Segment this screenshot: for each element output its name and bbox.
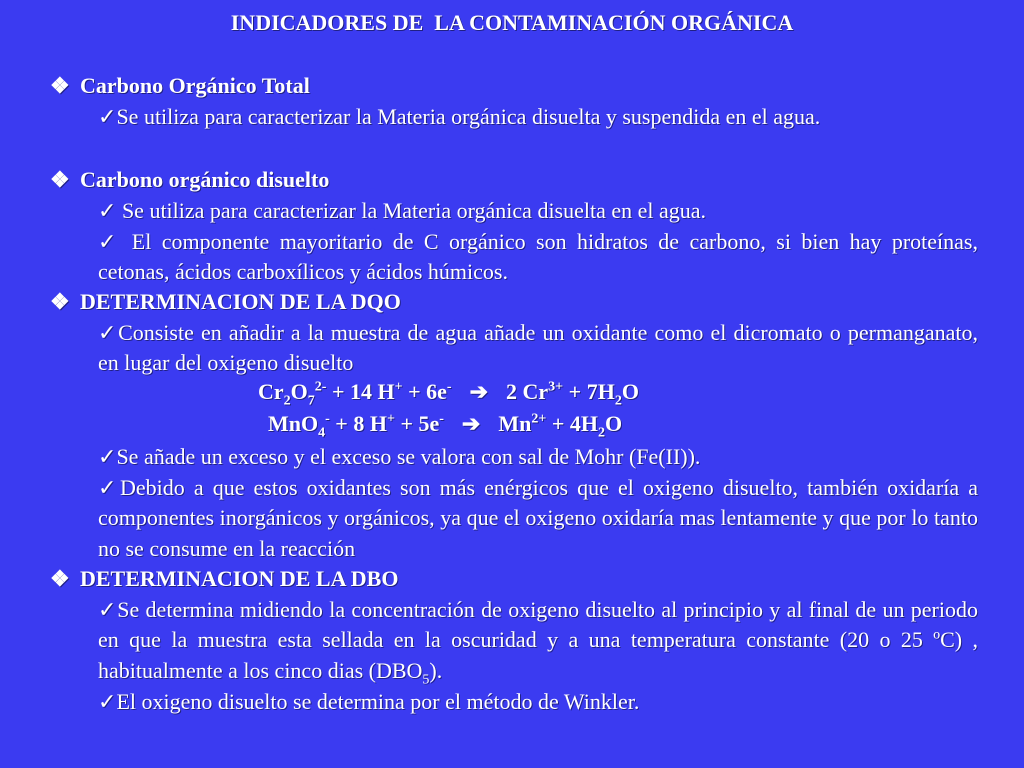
list-item <box>98 473 978 564</box>
dbo-subscript: 5 <box>422 672 430 688</box>
check-icon: ✓ <box>98 198 117 223</box>
equation-dichromate: $Cr_2O_7^{2-} + 14$ H+ + 6e- ➔ 2 $Cr^{3+} + 7H_2O$ <box>258 379 639 409</box>
diamond-bullet-icon: ❖ <box>50 566 70 591</box>
check-icon: ✓ <box>98 689 117 714</box>
heading-text: DETERMINACION DE LA DQO <box>80 289 401 314</box>
slide-title: INDICADORES DE LA CONTAMINACIÓN ORGÁNICA <box>230 10 794 35</box>
heading-text: Carbono Orgánico Total <box>80 73 310 98</box>
item-text: Se añade un exceso y el exceso se valora con sal de Mohr (Fe(II)). <box>116 444 701 469</box>
item-text: Consiste en añadir a la muestra de agua añade un oxidante como el dicromato o permanganato, en lugar del oxigeno disuelto <box>98 320 979 376</box>
section-heading-dbo <box>50 565 398 593</box>
check-icon: ✓ <box>98 475 121 500</box>
arrow-right-icon: ➔ <box>469 379 489 404</box>
item-text: Debido a que estos oxidantes son más enérgicos que el oxigeno disuelto, también oxidaría a componentes inorgánicos y orgánicos, ya que el oxigeno oxidaría mas lentamente y que por lo tanto no se consume en la reacción <box>98 475 978 561</box>
list-item <box>98 595 978 686</box>
section-heading-carbono-organico-disuelto <box>50 166 329 194</box>
dbo-tail: ). <box>429 657 443 683</box>
check-icon: ✓ <box>98 320 119 345</box>
diamond-bullet-icon: ❖ <box>50 289 70 314</box>
check-icon: ✓ <box>98 597 118 622</box>
arrow-right-icon: ➔ <box>461 411 481 436</box>
equation-permanganate: MnO$_4$- + 8 H+ + 5e- ➔ $Mn^{2+} + 4H_2O$ <box>268 411 623 441</box>
item-text: Se determina midiendo la concentración de oxigeno disuelto al principio y al final de un periodo en que la muestra esta sellada en la oscuridad y a una temperatura constante (20 o 25 ºC) , habitualmente a los cinco dias (DBO <box>98 597 978 683</box>
check-icon: ✓ <box>98 444 117 469</box>
section-heading-dqo <box>50 288 401 316</box>
item-text: Se utiliza para caracterizar la Materia orgánica disuelta y suspendida en el agua. <box>116 104 821 129</box>
list-item <box>98 318 978 379</box>
item-text: El oxigeno disuelto se determina por el método de Winkler. <box>116 689 640 714</box>
list-item <box>98 227 978 288</box>
item-text: El componente mayoritario de C orgánico son hidratos de carbono, si bien hay proteínas, cetonas, ácidos carboxílicos y ácidos húmicos. <box>98 229 978 285</box>
diamond-bullet-icon: ❖ <box>50 167 70 192</box>
check-icon: ✓ <box>98 104 117 129</box>
heading-text: DETERMINACION DE LA DBO <box>80 566 399 591</box>
heading-text: Carbono orgánico disuelto <box>80 167 330 192</box>
check-icon: ✓ <box>98 229 122 254</box>
list-item <box>98 687 978 717</box>
section-heading-carbono-organico-total <box>50 72 310 100</box>
list-item <box>98 196 978 226</box>
item-text: Se utiliza para caracterizar la Materia orgánica disuelta en el agua. <box>116 198 707 223</box>
list-item <box>98 442 978 472</box>
list-item <box>98 102 978 132</box>
diamond-bullet-icon: ❖ <box>50 73 70 98</box>
